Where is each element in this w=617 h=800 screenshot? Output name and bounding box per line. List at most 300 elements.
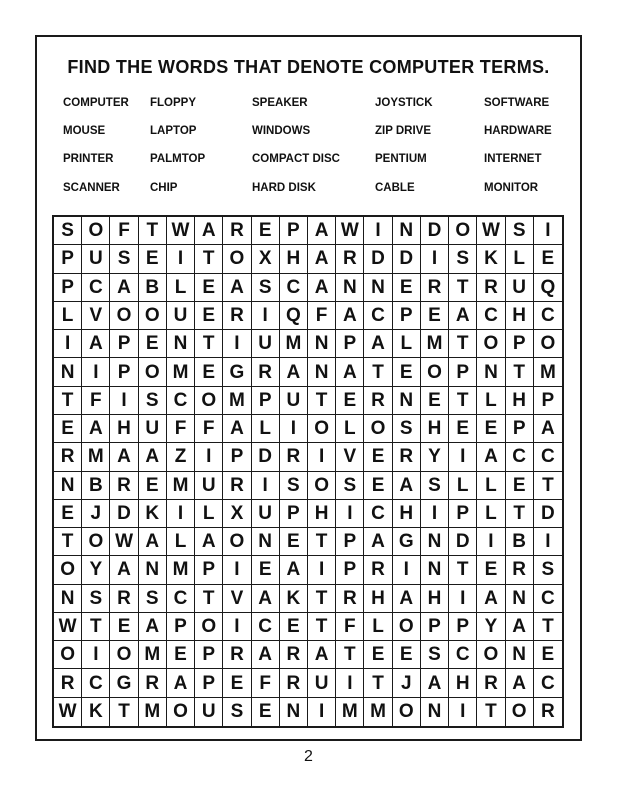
grid-cell[interactable]: C: [364, 500, 392, 528]
grid-cell[interactable]: M: [421, 330, 449, 358]
grid-cell[interactable]: A: [280, 358, 308, 386]
grid-cell[interactable]: M: [139, 641, 167, 669]
grid-cell[interactable]: Y: [421, 443, 449, 471]
grid-cell[interactable]: K: [82, 698, 110, 726]
grid-cell[interactable]: S: [54, 217, 82, 245]
grid-cell[interactable]: M: [336, 698, 364, 726]
grid-cell[interactable]: A: [308, 274, 336, 302]
grid-cell[interactable]: E: [364, 443, 392, 471]
grid-cell[interactable]: W: [477, 217, 505, 245]
grid-cell[interactable]: R: [477, 669, 505, 697]
grid-cell[interactable]: R: [223, 302, 251, 330]
grid-cell[interactable]: C: [167, 387, 195, 415]
grid-cell[interactable]: A: [139, 528, 167, 556]
grid-cell[interactable]: S: [449, 245, 477, 273]
grid-cell[interactable]: O: [308, 472, 336, 500]
grid-cell[interactable]: A: [336, 358, 364, 386]
grid-cell[interactable]: M: [167, 556, 195, 584]
grid-cell[interactable]: A: [223, 415, 251, 443]
grid-cell[interactable]: O: [139, 358, 167, 386]
grid-cell[interactable]: Y: [82, 556, 110, 584]
grid-cell[interactable]: R: [280, 641, 308, 669]
grid-cell[interactable]: U: [167, 302, 195, 330]
grid-cell[interactable]: A: [110, 556, 138, 584]
grid-cell[interactable]: L: [252, 415, 280, 443]
grid-cell[interactable]: P: [393, 302, 421, 330]
grid-cell[interactable]: D: [252, 443, 280, 471]
grid-cell[interactable]: T: [82, 613, 110, 641]
grid-cell[interactable]: Q: [280, 302, 308, 330]
grid-cell[interactable]: R: [364, 556, 392, 584]
grid-cell[interactable]: P: [336, 330, 364, 358]
grid-cell[interactable]: F: [308, 302, 336, 330]
grid-cell[interactable]: E: [506, 472, 534, 500]
grid-cell[interactable]: T: [54, 387, 82, 415]
grid-cell[interactable]: N: [421, 528, 449, 556]
grid-cell[interactable]: E: [393, 641, 421, 669]
grid-cell[interactable]: T: [110, 698, 138, 726]
grid-cell[interactable]: E: [167, 641, 195, 669]
grid-cell[interactable]: N: [280, 698, 308, 726]
grid-cell[interactable]: U: [280, 387, 308, 415]
grid-cell[interactable]: A: [139, 613, 167, 641]
grid-cell[interactable]: D: [364, 245, 392, 273]
grid-cell[interactable]: O: [506, 698, 534, 726]
grid-cell[interactable]: N: [139, 556, 167, 584]
grid-cell[interactable]: F: [336, 613, 364, 641]
grid-cell[interactable]: P: [54, 274, 82, 302]
grid-cell[interactable]: E: [393, 274, 421, 302]
grid-cell[interactable]: A: [336, 302, 364, 330]
grid-cell[interactable]: D: [110, 500, 138, 528]
grid-cell[interactable]: C: [534, 302, 562, 330]
grid-cell[interactable]: I: [364, 217, 392, 245]
grid-cell[interactable]: E: [393, 358, 421, 386]
grid-cell[interactable]: A: [506, 613, 534, 641]
grid-cell[interactable]: A: [167, 669, 195, 697]
grid-cell[interactable]: E: [139, 330, 167, 358]
grid-cell[interactable]: I: [82, 358, 110, 386]
grid-cell[interactable]: E: [252, 698, 280, 726]
grid-cell[interactable]: S: [223, 698, 251, 726]
grid-cell[interactable]: M: [167, 358, 195, 386]
grid-cell[interactable]: P: [167, 613, 195, 641]
grid-cell[interactable]: C: [534, 443, 562, 471]
grid-cell[interactable]: T: [308, 613, 336, 641]
grid-cell[interactable]: M: [139, 698, 167, 726]
grid-cell[interactable]: I: [280, 415, 308, 443]
grid-cell[interactable]: G: [110, 669, 138, 697]
grid-cell[interactable]: M: [167, 472, 195, 500]
grid-cell[interactable]: A: [252, 585, 280, 613]
grid-cell[interactable]: B: [82, 472, 110, 500]
grid-cell[interactable]: R: [280, 669, 308, 697]
grid-cell[interactable]: K: [139, 500, 167, 528]
grid-cell[interactable]: P: [195, 669, 223, 697]
grid-cell[interactable]: O: [393, 698, 421, 726]
grid-cell[interactable]: A: [252, 641, 280, 669]
grid-cell[interactable]: N: [393, 217, 421, 245]
grid-cell[interactable]: T: [449, 330, 477, 358]
grid-cell[interactable]: P: [421, 613, 449, 641]
grid-cell[interactable]: R: [252, 358, 280, 386]
grid-cell[interactable]: I: [393, 556, 421, 584]
grid-cell[interactable]: N: [336, 274, 364, 302]
grid-cell[interactable]: N: [167, 330, 195, 358]
grid-cell[interactable]: I: [336, 500, 364, 528]
grid-cell[interactable]: P: [54, 245, 82, 273]
grid-cell[interactable]: A: [393, 585, 421, 613]
grid-cell[interactable]: L: [364, 613, 392, 641]
grid-cell[interactable]: E: [449, 415, 477, 443]
grid-cell[interactable]: O: [477, 641, 505, 669]
grid-cell[interactable]: F: [252, 669, 280, 697]
grid-cell[interactable]: T: [449, 274, 477, 302]
grid-cell[interactable]: R: [364, 387, 392, 415]
grid-cell[interactable]: E: [195, 358, 223, 386]
grid-cell[interactable]: N: [54, 472, 82, 500]
grid-cell[interactable]: H: [110, 415, 138, 443]
grid-cell[interactable]: I: [195, 443, 223, 471]
grid-cell[interactable]: K: [280, 585, 308, 613]
grid-cell[interactable]: U: [506, 274, 534, 302]
grid-cell[interactable]: I: [223, 330, 251, 358]
grid-cell[interactable]: X: [223, 500, 251, 528]
grid-cell[interactable]: A: [223, 274, 251, 302]
grid-cell[interactable]: H: [421, 585, 449, 613]
grid-cell[interactable]: H: [449, 669, 477, 697]
grid-cell[interactable]: H: [364, 585, 392, 613]
grid-cell[interactable]: T: [506, 358, 534, 386]
grid-cell[interactable]: A: [421, 669, 449, 697]
grid-cell[interactable]: Z: [167, 443, 195, 471]
grid-cell[interactable]: U: [195, 472, 223, 500]
grid-cell[interactable]: R: [223, 472, 251, 500]
grid-cell[interactable]: R: [477, 274, 505, 302]
grid-cell[interactable]: U: [139, 415, 167, 443]
grid-cell[interactable]: A: [449, 302, 477, 330]
grid-cell[interactable]: M: [82, 443, 110, 471]
grid-cell[interactable]: L: [195, 500, 223, 528]
grid-cell[interactable]: S: [506, 217, 534, 245]
grid-cell[interactable]: U: [252, 330, 280, 358]
grid-cell[interactable]: A: [364, 528, 392, 556]
grid-cell[interactable]: P: [506, 330, 534, 358]
grid-cell[interactable]: O: [195, 387, 223, 415]
grid-cell[interactable]: O: [82, 217, 110, 245]
grid-cell[interactable]: I: [477, 528, 505, 556]
grid-cell[interactable]: A: [477, 585, 505, 613]
grid-cell[interactable]: A: [82, 330, 110, 358]
grid-cell[interactable]: N: [54, 358, 82, 386]
grid-cell[interactable]: F: [110, 217, 138, 245]
grid-cell[interactable]: P: [336, 528, 364, 556]
grid-cell[interactable]: R: [336, 245, 364, 273]
grid-cell[interactable]: O: [223, 528, 251, 556]
grid-cell[interactable]: E: [195, 302, 223, 330]
grid-cell[interactable]: I: [336, 669, 364, 697]
grid-cell[interactable]: T: [308, 528, 336, 556]
grid-cell[interactable]: N: [421, 556, 449, 584]
grid-cell[interactable]: C: [449, 641, 477, 669]
grid-cell[interactable]: T: [195, 585, 223, 613]
grid-cell[interactable]: P: [280, 500, 308, 528]
grid-cell[interactable]: E: [139, 472, 167, 500]
grid-cell[interactable]: T: [195, 245, 223, 273]
grid-cell[interactable]: L: [449, 472, 477, 500]
grid-cell[interactable]: R: [280, 443, 308, 471]
grid-cell[interactable]: N: [252, 528, 280, 556]
grid-cell[interactable]: E: [223, 669, 251, 697]
grid-cell[interactable]: P: [195, 556, 223, 584]
grid-cell[interactable]: R: [54, 669, 82, 697]
grid-cell[interactable]: E: [364, 472, 392, 500]
grid-cell[interactable]: A: [139, 443, 167, 471]
grid-cell[interactable]: S: [110, 245, 138, 273]
grid-cell[interactable]: T: [449, 556, 477, 584]
grid-cell[interactable]: H: [393, 500, 421, 528]
grid-cell[interactable]: S: [139, 585, 167, 613]
grid-cell[interactable]: S: [393, 415, 421, 443]
grid-cell[interactable]: O: [223, 245, 251, 273]
grid-cell[interactable]: D: [449, 528, 477, 556]
grid-cell[interactable]: N: [54, 585, 82, 613]
grid-cell[interactable]: A: [308, 217, 336, 245]
grid-cell[interactable]: R: [393, 443, 421, 471]
grid-cell[interactable]: E: [534, 245, 562, 273]
grid-cell[interactable]: I: [534, 217, 562, 245]
grid-cell[interactable]: S: [421, 641, 449, 669]
grid-cell[interactable]: T: [477, 698, 505, 726]
grid-cell[interactable]: E: [280, 528, 308, 556]
grid-cell[interactable]: R: [139, 669, 167, 697]
grid-cell[interactable]: R: [54, 443, 82, 471]
grid-cell[interactable]: Y: [477, 613, 505, 641]
grid-cell[interactable]: P: [449, 613, 477, 641]
grid-cell[interactable]: M: [534, 358, 562, 386]
grid-cell[interactable]: S: [139, 387, 167, 415]
grid-cell[interactable]: P: [506, 415, 534, 443]
grid-cell[interactable]: A: [534, 415, 562, 443]
grid-cell[interactable]: E: [110, 613, 138, 641]
grid-cell[interactable]: A: [393, 472, 421, 500]
grid-cell[interactable]: T: [534, 472, 562, 500]
grid-cell[interactable]: T: [336, 641, 364, 669]
grid-cell[interactable]: I: [252, 472, 280, 500]
grid-cell[interactable]: O: [139, 302, 167, 330]
grid-cell[interactable]: M: [364, 698, 392, 726]
grid-cell[interactable]: L: [506, 245, 534, 273]
grid-cell[interactable]: I: [252, 302, 280, 330]
grid-cell[interactable]: H: [506, 387, 534, 415]
grid-cell[interactable]: R: [223, 217, 251, 245]
grid-cell[interactable]: R: [223, 641, 251, 669]
grid-cell[interactable]: L: [167, 274, 195, 302]
grid-cell[interactable]: S: [252, 274, 280, 302]
grid-cell[interactable]: S: [421, 472, 449, 500]
grid-cell[interactable]: E: [421, 387, 449, 415]
grid-cell[interactable]: W: [110, 528, 138, 556]
grid-cell[interactable]: I: [82, 641, 110, 669]
grid-cell[interactable]: C: [477, 302, 505, 330]
grid-cell[interactable]: C: [280, 274, 308, 302]
grid-cell[interactable]: I: [223, 613, 251, 641]
grid-cell[interactable]: O: [421, 358, 449, 386]
grid-cell[interactable]: L: [477, 500, 505, 528]
grid-cell[interactable]: H: [308, 500, 336, 528]
grid-cell[interactable]: I: [421, 500, 449, 528]
grid-cell[interactable]: O: [477, 330, 505, 358]
grid-cell[interactable]: S: [534, 556, 562, 584]
grid-cell[interactable]: N: [308, 330, 336, 358]
grid-cell[interactable]: T: [308, 585, 336, 613]
grid-cell[interactable]: E: [421, 302, 449, 330]
grid-cell[interactable]: F: [195, 415, 223, 443]
grid-cell[interactable]: M: [280, 330, 308, 358]
grid-cell[interactable]: P: [195, 641, 223, 669]
grid-cell[interactable]: N: [308, 358, 336, 386]
grid-cell[interactable]: V: [336, 443, 364, 471]
grid-cell[interactable]: W: [54, 698, 82, 726]
grid-cell[interactable]: E: [54, 500, 82, 528]
grid-cell[interactable]: T: [139, 217, 167, 245]
grid-cell[interactable]: T: [364, 669, 392, 697]
grid-cell[interactable]: E: [195, 274, 223, 302]
grid-cell[interactable]: O: [393, 613, 421, 641]
grid-cell[interactable]: H: [421, 415, 449, 443]
grid-cell[interactable]: O: [364, 415, 392, 443]
grid-cell[interactable]: O: [110, 302, 138, 330]
grid-cell[interactable]: O: [449, 217, 477, 245]
grid-cell[interactable]: N: [477, 358, 505, 386]
grid-cell[interactable]: S: [336, 472, 364, 500]
grid-cell[interactable]: B: [139, 274, 167, 302]
grid-cell[interactable]: L: [393, 330, 421, 358]
grid-cell[interactable]: F: [82, 387, 110, 415]
grid-cell[interactable]: O: [167, 698, 195, 726]
grid-cell[interactable]: A: [195, 528, 223, 556]
grid-cell[interactable]: K: [477, 245, 505, 273]
grid-cell[interactable]: I: [421, 245, 449, 273]
grid-cell[interactable]: C: [534, 669, 562, 697]
grid-cell[interactable]: R: [336, 585, 364, 613]
grid-cell[interactable]: D: [534, 500, 562, 528]
grid-cell[interactable]: H: [280, 245, 308, 273]
grid-cell[interactable]: I: [449, 443, 477, 471]
grid-cell[interactable]: N: [364, 274, 392, 302]
grid-cell[interactable]: J: [393, 669, 421, 697]
grid-cell[interactable]: P: [280, 217, 308, 245]
grid-cell[interactable]: S: [280, 472, 308, 500]
grid-cell[interactable]: O: [534, 330, 562, 358]
grid-cell[interactable]: A: [364, 330, 392, 358]
grid-cell[interactable]: O: [195, 613, 223, 641]
grid-cell[interactable]: I: [449, 585, 477, 613]
grid-cell[interactable]: I: [308, 443, 336, 471]
grid-cell[interactable]: L: [54, 302, 82, 330]
grid-cell[interactable]: A: [82, 415, 110, 443]
grid-cell[interactable]: H: [506, 302, 534, 330]
grid-cell[interactable]: P: [252, 387, 280, 415]
grid-cell[interactable]: R: [541, 701, 555, 723]
grid-cell[interactable]: P: [223, 443, 251, 471]
grid-cell[interactable]: T: [364, 358, 392, 386]
grid-cell[interactable]: T: [534, 613, 562, 641]
grid-cell[interactable]: T: [54, 528, 82, 556]
grid-cell[interactable]: I: [449, 698, 477, 726]
grid-cell[interactable]: I: [167, 245, 195, 273]
grid-cell[interactable]: I: [167, 500, 195, 528]
grid-cell[interactable]: L: [477, 472, 505, 500]
grid-cell[interactable]: E: [477, 556, 505, 584]
grid-cell[interactable]: P: [110, 330, 138, 358]
grid-cell[interactable]: N: [421, 698, 449, 726]
grid-cell[interactable]: X: [252, 245, 280, 273]
grid-cell[interactable]: C: [167, 585, 195, 613]
grid-cell[interactable]: W: [336, 217, 364, 245]
grid-cell[interactable]: J: [82, 500, 110, 528]
grid-cell[interactable]: M: [223, 387, 251, 415]
grid-cell[interactable]: D: [393, 245, 421, 273]
grid-cell[interactable]: G: [223, 358, 251, 386]
grid-cell[interactable]: L: [477, 387, 505, 415]
grid-cell[interactable]: T: [308, 387, 336, 415]
grid-cell[interactable]: N: [393, 387, 421, 415]
grid-cell[interactable]: B: [506, 528, 534, 556]
grid-cell[interactable]: A: [477, 443, 505, 471]
grid-cell[interactable]: L: [167, 528, 195, 556]
grid-cell[interactable]: O: [54, 556, 82, 584]
grid-cell[interactable]: I: [308, 698, 336, 726]
grid-cell[interactable]: C: [252, 613, 280, 641]
grid-cell[interactable]: A: [308, 245, 336, 273]
grid-cell[interactable]: I: [308, 556, 336, 584]
grid-cell[interactable]: I: [54, 330, 82, 358]
grid-cell[interactable]: I: [223, 556, 251, 584]
grid-cell[interactable]: S: [82, 585, 110, 613]
grid-cell[interactable]: O: [308, 415, 336, 443]
grid-cell[interactable]: N: [506, 641, 534, 669]
grid-cell[interactable]: Q: [534, 274, 562, 302]
grid-cell[interactable]: P: [534, 387, 562, 415]
grid-cell[interactable]: E: [364, 641, 392, 669]
grid-cell[interactable]: E: [54, 415, 82, 443]
grid-cell[interactable]: A: [110, 274, 138, 302]
grid-cell[interactable]: R: [506, 556, 534, 584]
grid-cell[interactable]: V: [82, 302, 110, 330]
grid-cell[interactable]: E: [252, 556, 280, 584]
grid-cell[interactable]: R: [110, 472, 138, 500]
grid-cell[interactable]: N: [506, 585, 534, 613]
grid-cell[interactable]: T: [506, 500, 534, 528]
grid-cell[interactable]: A: [110, 443, 138, 471]
grid-cell[interactable]: I: [534, 528, 562, 556]
grid-cell[interactable]: E: [139, 245, 167, 273]
grid-cell[interactable]: P: [449, 358, 477, 386]
grid-cell[interactable]: E: [534, 641, 562, 669]
grid-cell[interactable]: P: [449, 500, 477, 528]
grid-cell[interactable]: G: [393, 528, 421, 556]
grid-cell[interactable]: C: [534, 585, 562, 613]
grid-cell[interactable]: O: [54, 641, 82, 669]
grid-cell[interactable]: C: [82, 274, 110, 302]
grid-cell[interactable]: E: [336, 387, 364, 415]
grid-cell[interactable]: E: [280, 613, 308, 641]
grid-cell[interactable]: A: [195, 217, 223, 245]
grid-cell[interactable]: P: [110, 358, 138, 386]
grid-cell[interactable]: W: [167, 217, 195, 245]
grid-cell[interactable]: T: [195, 330, 223, 358]
